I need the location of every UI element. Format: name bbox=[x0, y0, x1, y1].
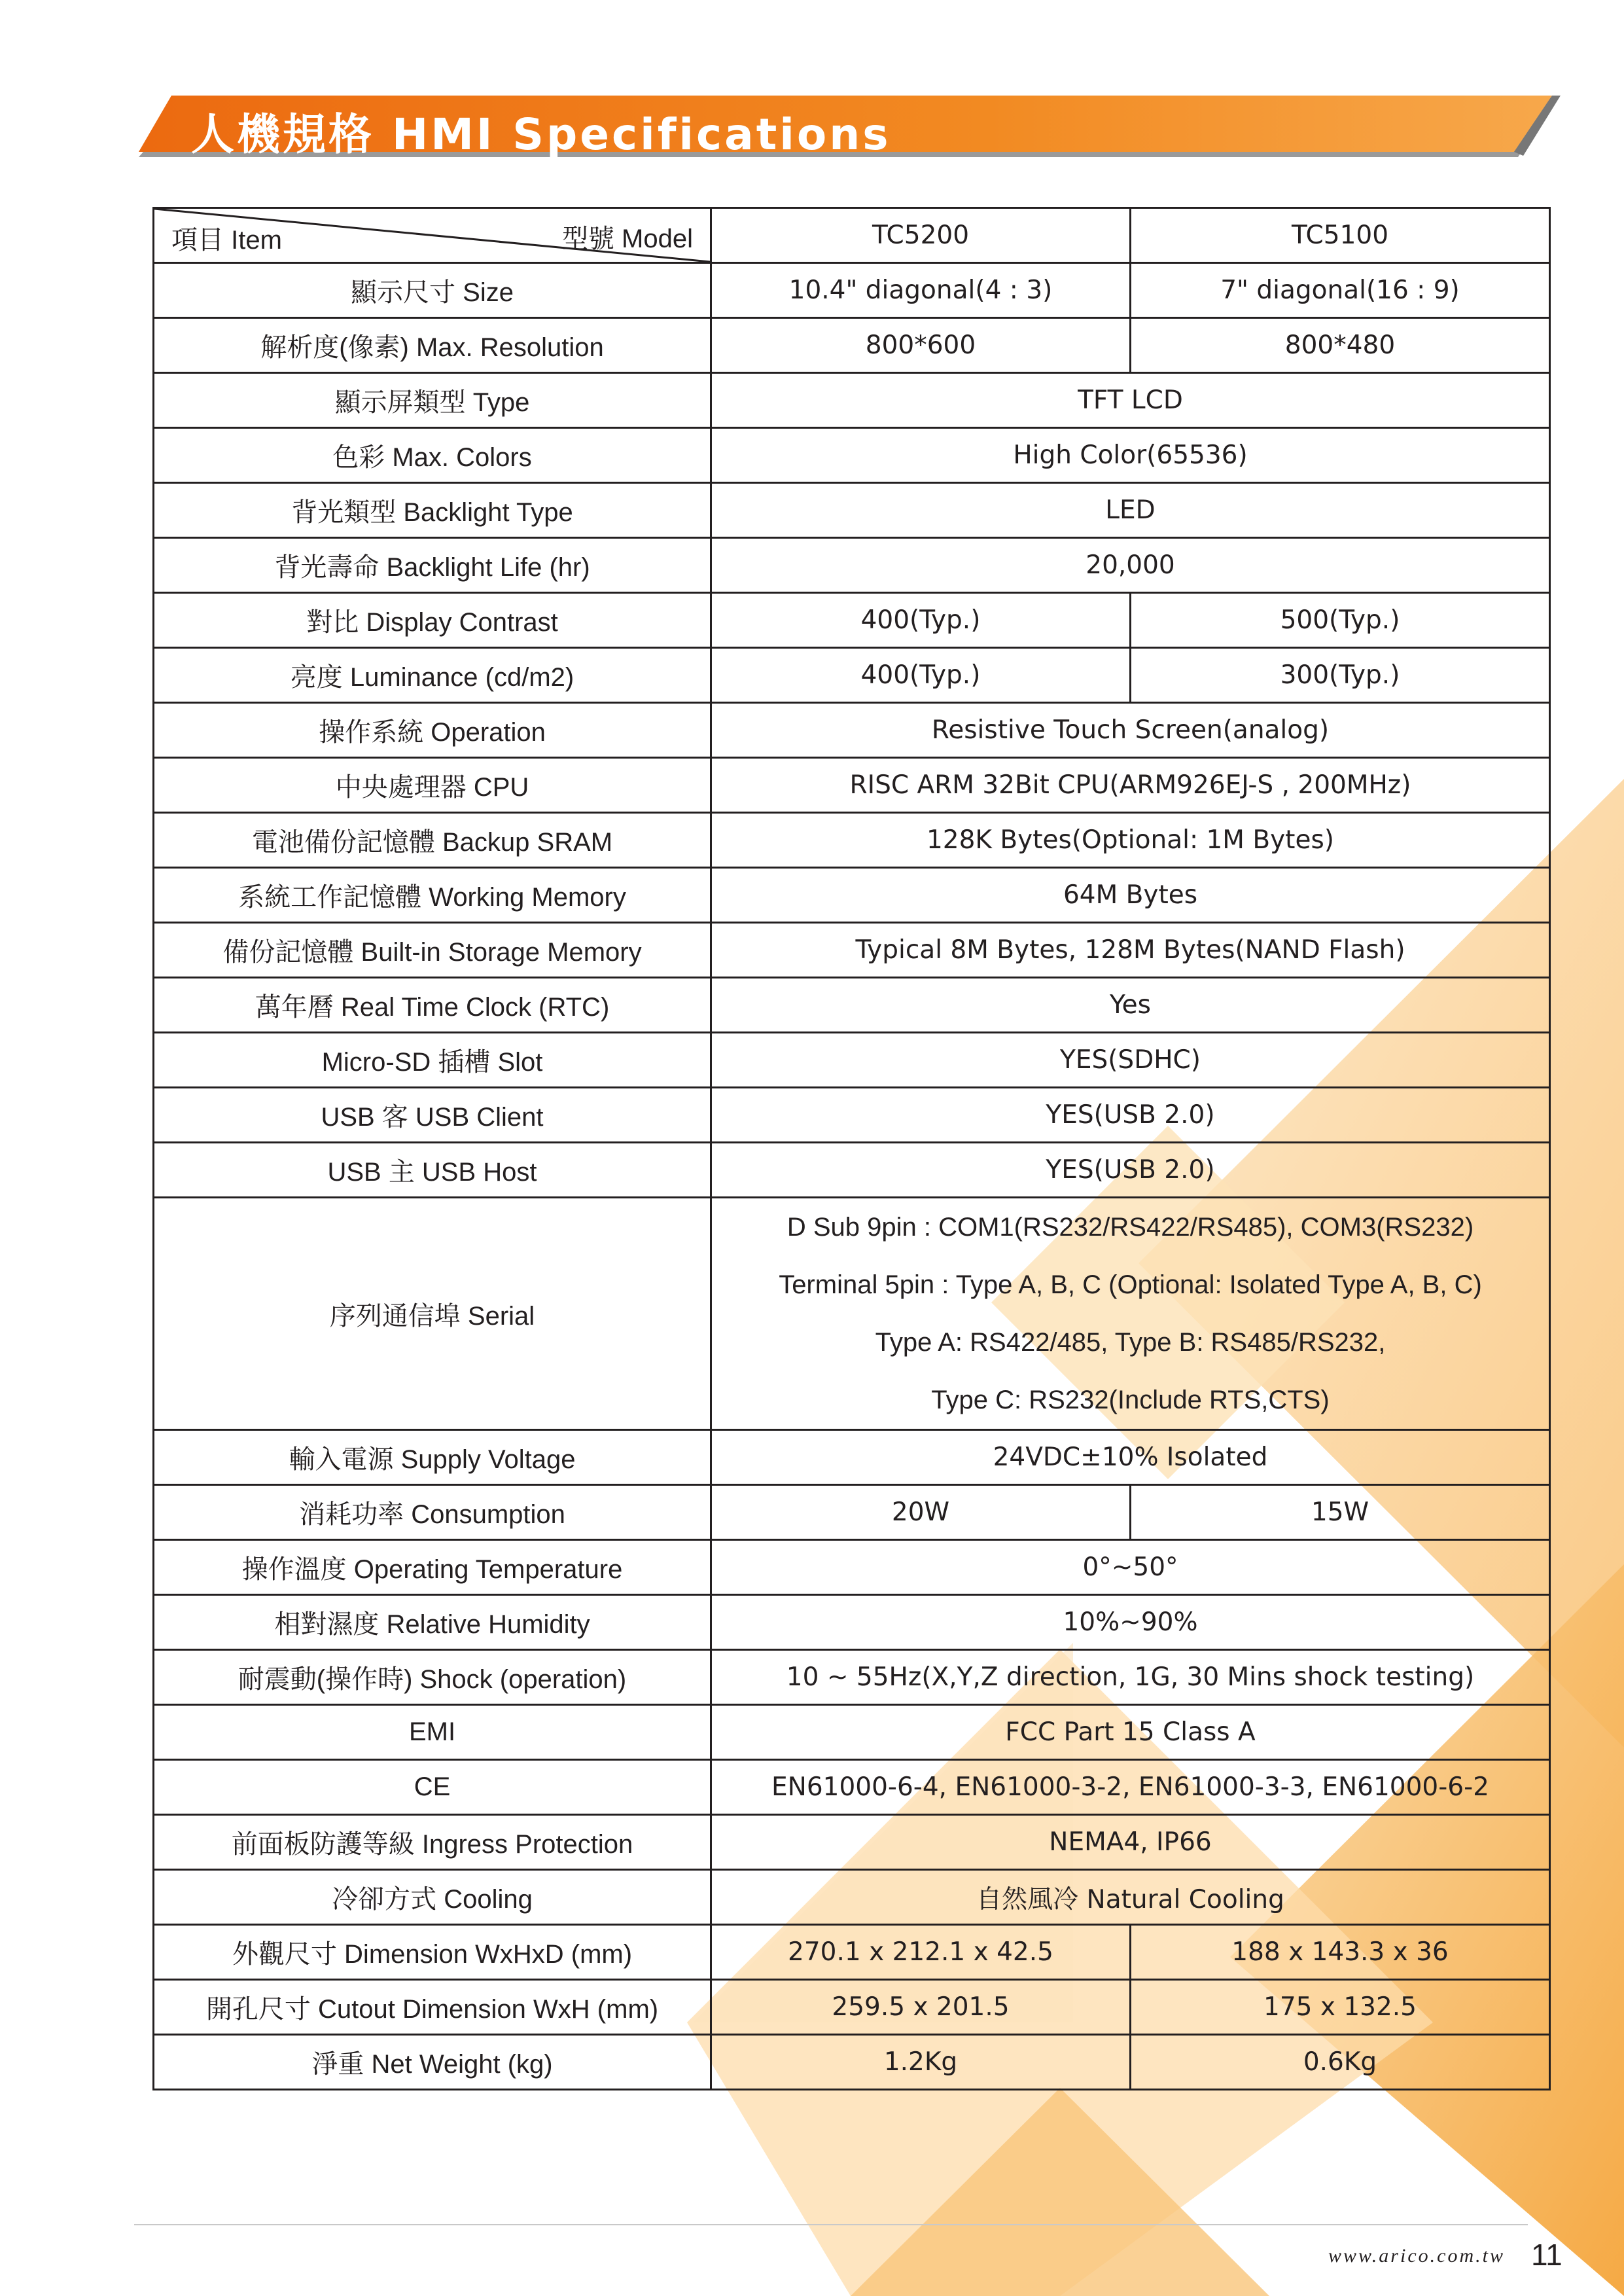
spec-label: 亮度 Luminance (cd/m2) bbox=[154, 648, 711, 703]
table-row bbox=[154, 868, 1550, 923]
table-row bbox=[154, 1870, 1550, 1925]
spec-value-tc5200: 1.2Kg bbox=[711, 2035, 1131, 2090]
spec-label: 色彩 Max. Colors bbox=[154, 428, 711, 483]
spec-value-shared: NEMA4, IP66 bbox=[711, 1815, 1550, 1870]
spec-value-shared: High Color(65536) bbox=[711, 428, 1550, 483]
footer-url: www.arico.com.tw bbox=[1328, 2245, 1505, 2267]
spec-value-shared: Yes bbox=[711, 978, 1550, 1033]
spec-value-shared bbox=[711, 1198, 1550, 1430]
spec-label: CE bbox=[154, 1760, 711, 1815]
spec-value-tc5200: 400(Typ.) bbox=[711, 593, 1131, 648]
spec-value-shared: 自然風冷 Natural Cooling bbox=[711, 1870, 1550, 1925]
table-row bbox=[154, 263, 1550, 318]
spec-value-shared: 0°~50° bbox=[711, 1540, 1550, 1595]
spec-label: 相對濕度 Relative Humidity bbox=[154, 1595, 711, 1650]
spec-value-tc5100: 175 x 132.5 bbox=[1131, 1980, 1550, 2035]
spec-value-shared: 24VDC±10% Isolated bbox=[711, 1430, 1550, 1485]
table-row bbox=[154, 1595, 1550, 1650]
table-row bbox=[154, 1705, 1550, 1760]
page-title: 人機規格 HMI Specifications bbox=[191, 109, 891, 160]
spec-value-shared: FCC Part 15 Class A bbox=[711, 1705, 1550, 1760]
spec-value-shared: Resistive Touch Screen(analog) bbox=[711, 703, 1550, 758]
spec-label: 解析度(像素) Max. Resolution bbox=[154, 318, 711, 373]
header-corner-cell bbox=[154, 208, 711, 263]
spec-value-tc5200: 270.1 x 212.1 x 42.5 bbox=[711, 1925, 1131, 1980]
spec-value-tc5200: 259.5 x 201.5 bbox=[711, 1980, 1131, 2035]
spec-value-shared: RISC ARM 32Bit CPU(ARM926EJ-S , 200MHz) bbox=[711, 758, 1550, 813]
spec-value-tc5100: 0.6Kg bbox=[1131, 2035, 1550, 2090]
spec-value-shared: EN61000-6-4, EN61000-3-2, EN61000-3-3, EN61000-6-2 bbox=[711, 1760, 1550, 1815]
spec-label: 開孔尺寸 Cutout Dimension WxH (mm) bbox=[154, 1980, 711, 2035]
table-row bbox=[154, 1815, 1550, 1870]
spec-value-shared: LED bbox=[711, 483, 1550, 538]
spec-value-shared: 64M Bytes bbox=[711, 868, 1550, 923]
spec-label: 顯示尺寸 Size bbox=[154, 263, 711, 318]
table-row bbox=[154, 1540, 1550, 1595]
spec-label: 顯示屏類型 Type bbox=[154, 373, 711, 428]
table-row bbox=[154, 483, 1550, 538]
spec-label: 淨重 Net Weight (kg) bbox=[154, 2035, 711, 2090]
table-row bbox=[154, 1925, 1550, 1980]
table-header-row bbox=[154, 208, 1550, 263]
spec-label: 對比 Display Contrast bbox=[154, 593, 711, 648]
spec-value-tc5100: 188 x 143.3 x 36 bbox=[1131, 1925, 1550, 1980]
table-row bbox=[154, 1430, 1550, 1485]
header-banner bbox=[0, 0, 1624, 196]
spec-value-tc5200: 400(Typ.) bbox=[711, 648, 1131, 703]
spec-value-tc5100: 300(Typ.) bbox=[1131, 648, 1550, 703]
table-row bbox=[154, 373, 1550, 428]
spec-value-shared: YES(SDHC) bbox=[711, 1033, 1550, 1088]
table-row bbox=[154, 813, 1550, 868]
spec-value-shared: 128K Bytes(Optional: 1M Bytes) bbox=[711, 813, 1550, 868]
table-row bbox=[154, 2035, 1550, 2090]
footer-divider bbox=[134, 2224, 1528, 2225]
spec-value-shared: YES(USB 2.0) bbox=[711, 1088, 1550, 1143]
spec-label: 電池備份記憶體 Backup SRAM bbox=[154, 813, 711, 868]
table-row bbox=[154, 1143, 1550, 1198]
spec-value-shared: YES(USB 2.0) bbox=[711, 1143, 1550, 1198]
model-header: 型號 Model bbox=[561, 224, 693, 253]
spec-label: 冷卻方式 Cooling bbox=[154, 1870, 711, 1925]
item-header: 項目 Item bbox=[171, 226, 282, 255]
spec-table bbox=[152, 207, 1551, 2090]
spec-label: 耐震動(操作時) Shock (operation) bbox=[154, 1650, 711, 1705]
spec-label: 操作系統 Operation bbox=[154, 703, 711, 758]
spec-label: 序列通信埠 Serial bbox=[154, 1198, 711, 1430]
spec-label: USB 主 USB Host bbox=[154, 1143, 711, 1198]
table-row bbox=[154, 703, 1550, 758]
table-row bbox=[154, 318, 1550, 373]
table-row bbox=[154, 648, 1550, 703]
spec-label: 背光類型 Backlight Type bbox=[154, 483, 711, 538]
spec-value-tc5200: 10.4" diagonal(4 : 3) bbox=[711, 263, 1131, 318]
model-column-header: TC5100 bbox=[1131, 208, 1550, 263]
spec-label: 輸入電源 Supply Voltage bbox=[154, 1430, 711, 1485]
spec-label: 萬年曆 Real Time Clock (RTC) bbox=[154, 978, 711, 1033]
table-row bbox=[154, 593, 1550, 648]
spec-value-shared: 10 ~ 55Hz(X,Y,Z direction, 1G, 30 Mins shock testing) bbox=[711, 1650, 1550, 1705]
spec-value-tc5100: 500(Typ.) bbox=[1131, 593, 1550, 648]
spec-label: USB 客 USB Client bbox=[154, 1088, 711, 1143]
table-row bbox=[154, 1485, 1550, 1540]
spec-label: 備份記憶體 Built-in Storage Memory bbox=[154, 923, 711, 978]
page-number: 11 bbox=[1531, 2238, 1562, 2272]
spec-label: EMI bbox=[154, 1705, 711, 1760]
spec-label: Micro-SD 插槽 Slot bbox=[154, 1033, 711, 1088]
spec-value-shared: 10%~90% bbox=[711, 1595, 1550, 1650]
spec-value-shared: 20,000 bbox=[711, 538, 1550, 593]
spec-value-tc5200: 800*600 bbox=[711, 318, 1131, 373]
serial-line: Type C: RS232(Include RTS,CTS) bbox=[931, 1386, 1330, 1414]
table-row bbox=[154, 1980, 1550, 2035]
spec-value-shared: Typical 8M Bytes, 128M Bytes(NAND Flash) bbox=[711, 923, 1550, 978]
spec-label: 系統工作記憶體 Working Memory bbox=[154, 868, 711, 923]
table-row bbox=[154, 428, 1550, 483]
spec-value-tc5100: 7" diagonal(16 : 9) bbox=[1131, 263, 1550, 318]
spec-label: 操作溫度 Operating Temperature bbox=[154, 1540, 711, 1595]
spec-label: 外觀尺寸 Dimension WxHxD (mm) bbox=[154, 1925, 711, 1980]
table-row bbox=[154, 538, 1550, 593]
table-row bbox=[154, 978, 1550, 1033]
table-row bbox=[154, 1198, 1550, 1430]
table-row bbox=[154, 923, 1550, 978]
spec-value-shared: TFT LCD bbox=[711, 373, 1550, 428]
model-column-header: TC5200 bbox=[711, 208, 1131, 263]
table-row bbox=[154, 1033, 1550, 1088]
serial-line: Type A: RS422/485, Type B: RS485/RS232, bbox=[875, 1328, 1386, 1357]
table-row bbox=[154, 1088, 1550, 1143]
spec-label: 消耗功率 Consumption bbox=[154, 1485, 711, 1540]
spec-label: 前面板防護等級 Ingress Protection bbox=[154, 1815, 711, 1870]
serial-line: D Sub 9pin : COM1(RS232/RS422/RS485), COM3(RS232) bbox=[786, 1213, 1474, 1242]
spec-label: 中央處理器 CPU bbox=[154, 758, 711, 813]
serial-line: Terminal 5pin : Type A, B, C (Optional: Isolated Type A, B, C) bbox=[779, 1270, 1482, 1299]
table-row bbox=[154, 1650, 1550, 1705]
spec-label: 背光壽命 Backlight Life (hr) bbox=[154, 538, 711, 593]
spec-value-tc5100: 800*480 bbox=[1131, 318, 1550, 373]
spec-value-tc5200: 20W bbox=[711, 1485, 1131, 1540]
table-row bbox=[154, 1760, 1550, 1815]
spec-value-tc5100: 15W bbox=[1131, 1485, 1550, 1540]
table-row bbox=[154, 758, 1550, 813]
